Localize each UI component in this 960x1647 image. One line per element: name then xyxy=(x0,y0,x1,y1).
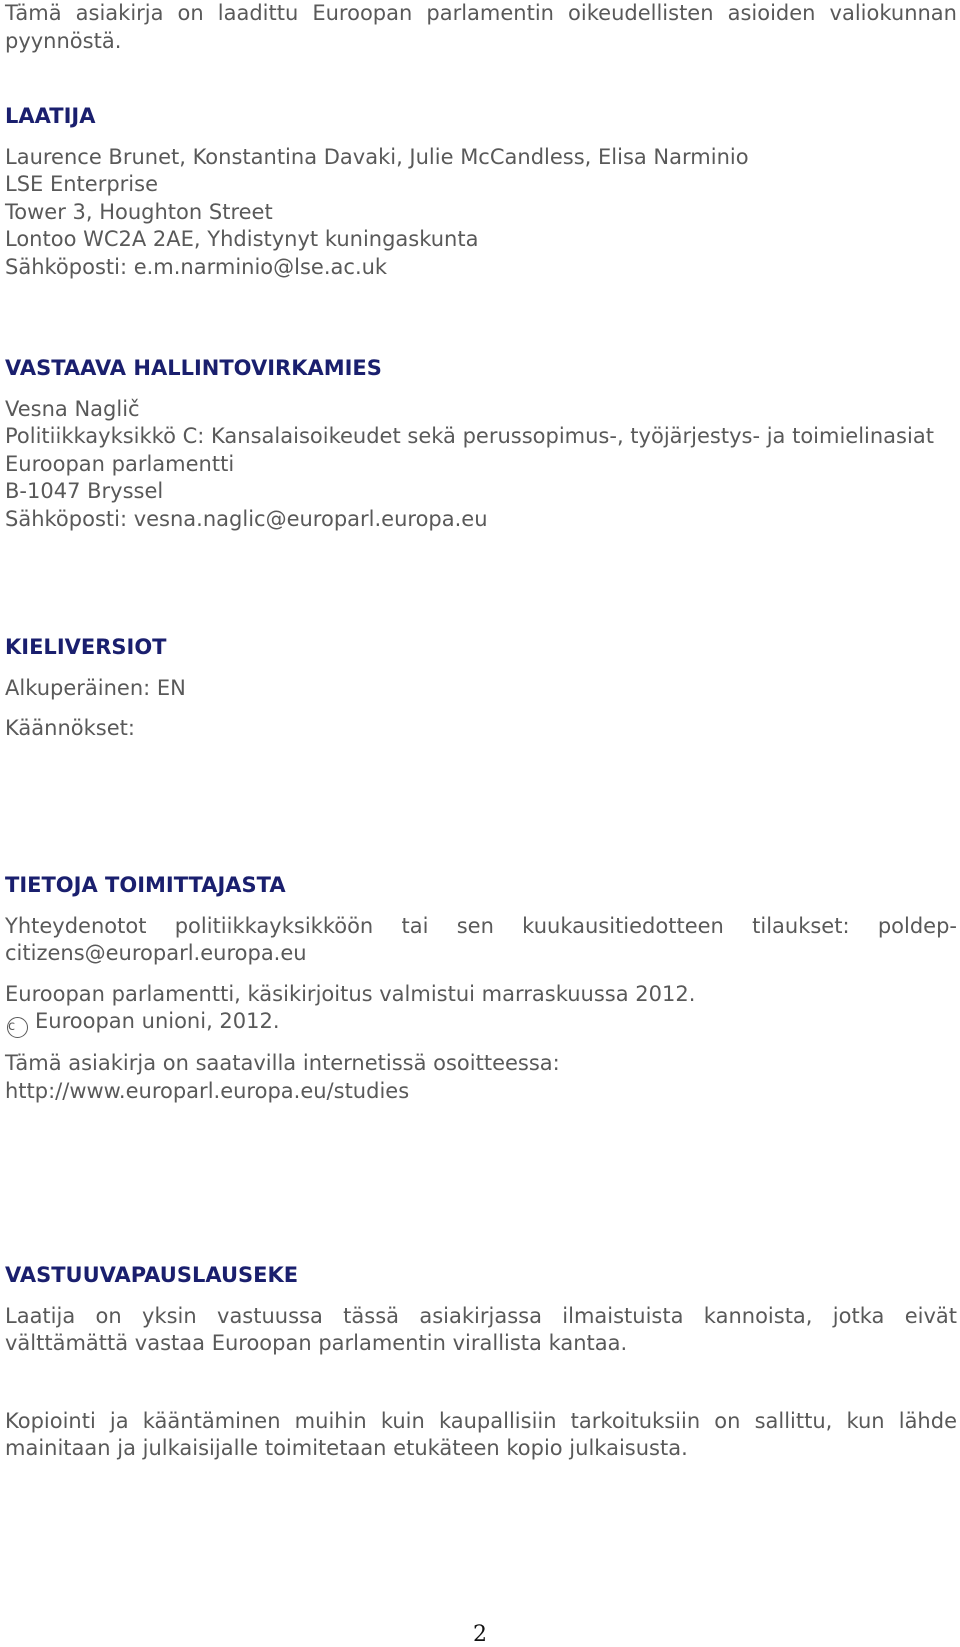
copyright-icon: c xyxy=(7,1017,28,1038)
author-details xyxy=(5,144,957,282)
editor-contact: Yhteydenotot politiikkayksikköön tai sen kuukausitiedotteen tilaukset: poldep-citizens@europarl.europa.eu xyxy=(5,913,957,965)
studies-link[interactable]: http://www.europarl.europa.eu/studies xyxy=(5,1078,410,1103)
editor-heading: TIETOJA TOIMITTAJASTA xyxy=(5,873,286,897)
administrator-institution: Euroopan parlamentti xyxy=(5,451,235,476)
administrator-section xyxy=(5,355,957,533)
administrator-details xyxy=(5,396,957,534)
author-city: Lontoo WC2A 2AE, Yhdistynyt kuningaskunta xyxy=(5,227,479,251)
translations-label: Käännökset: xyxy=(5,716,135,740)
administrator-email: Sähköposti: vesna.naglic@europarl.europa.eu xyxy=(5,506,488,531)
author-names: Laurence Brunet, Konstantina Davaki, Julie McCandless, Elisa Narminio xyxy=(5,144,749,169)
administrator-city: B-1047 Bryssel xyxy=(5,479,164,503)
page-number: 2 xyxy=(473,1622,487,1647)
disclaimer-heading: VASTUUVAPAUSLAUSEKE xyxy=(5,1263,299,1287)
disclaimer-reproduction: Kopiointi ja kääntäminen muihin kuin kaupallisiin tarkoituksiin on sallittu, kun lähde mainitaan ja julkaisijalle toimitetaan etukäteen kopio julkaisusta. xyxy=(5,1408,957,1460)
intro-paragraph: Tämä asiakirja on laadittu Euroopan parlamentin oikeudellisten asioiden valiokunnan pyynnöstä. xyxy=(5,1,957,53)
availability-text: Tämä asiakirja on saatavilla internetissä osoitteessa: xyxy=(5,1051,560,1075)
administrator-name: Vesna Naglič xyxy=(5,396,140,421)
author-heading: LAATIJA xyxy=(5,104,96,128)
author-section xyxy=(5,103,957,281)
author-organisation: LSE Enterprise xyxy=(5,172,158,196)
editor-section xyxy=(5,872,957,1105)
copyright-text: Euroopan unioni, 2012. xyxy=(35,1009,280,1033)
language-heading: KIELIVERSIOT xyxy=(5,635,167,659)
copyright-line xyxy=(5,1008,957,1038)
author-email: Sähköposti: e.m.narminio@lse.ac.uk xyxy=(5,254,388,279)
original-language: Alkuperäinen: EN xyxy=(5,675,186,700)
language-section xyxy=(5,634,957,743)
administrator-heading: VASTAAVA HALLINTOVIRKAMIES xyxy=(5,356,382,380)
disclaimer-section xyxy=(5,1262,957,1463)
administrator-unit: Politiikkayksikkö C: Kansalaisoikeudet sekä perussopimus-, työjärjestys- ja toimielinasiat xyxy=(5,424,934,448)
disclaimer-responsibility: Laatija on yksin vastuussa tässä asiakirjassa ilmaistuista kannoista, jotka eivät välttämättä vastaa Euroopan parlamentin virallista kantaa. xyxy=(5,1303,957,1355)
manuscript-date: Euroopan parlamentti, käsikirjoitus valmistui marraskuussa 2012. xyxy=(5,981,696,1006)
author-street: Tower 3, Houghton Street xyxy=(5,199,273,224)
